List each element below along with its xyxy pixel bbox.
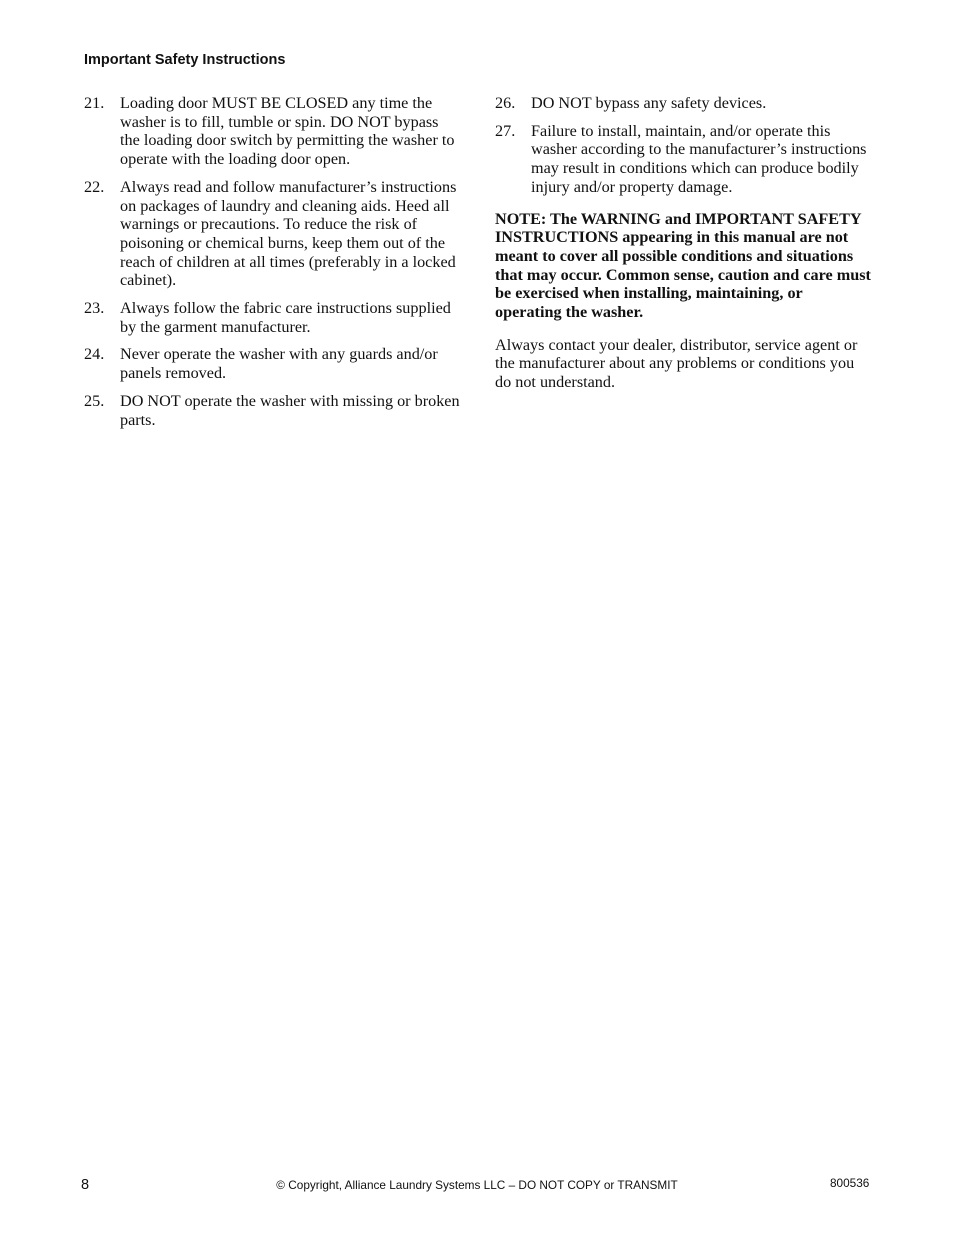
item-text: DO NOT operate the washer with missing or broken parts. (120, 391, 460, 429)
item-number: 23. (84, 299, 105, 318)
safety-list-right (495, 94, 873, 197)
list-item (495, 122, 873, 197)
copyright-notice: © Copyright, Alliance Laundry Systems LLC – DO NOT COPY or TRANSMIT (276, 1178, 678, 1192)
list-item (84, 178, 462, 290)
list-item (84, 345, 462, 382)
list-item (84, 94, 462, 169)
page-number: 8 (81, 1177, 90, 1193)
item-text: Always read and follow manufacturer’s instructions on packages of laundry and cleaning aids. Heed all warnings or precautions. To reduce the risk of poisoning or chemical burns, keep them out of the reach of children at all times (preferably in a locked cabinet). (120, 177, 457, 290)
item-number: 25. (84, 391, 105, 410)
item-text: Failure to install, maintain, and/or operate this washer according to the manufacturer’s instructions may result in conditions which can produce bodily injury and/or property damage. (531, 121, 867, 196)
section-header: Important Safety Instructions (84, 52, 286, 68)
left-column (84, 94, 462, 438)
list-item (495, 94, 873, 113)
contact-paragraph: Always contact your dealer, distributor, service agent or the manufacturer about any problems or conditions you do not understand. (495, 335, 858, 392)
item-text: Always follow the fabric care instructions supplied by the garment manufacturer. (120, 299, 451, 336)
document-code: 800536 (830, 1176, 870, 1190)
safety-list-left (84, 94, 462, 429)
item-number: 24. (84, 345, 105, 364)
item-number: 21. (84, 94, 105, 112)
safety-note: NOTE: The WARNING and IMPORTANT SAFETY INSTRUCTIONS appearing in this manual are not meant to cover all possible conditions and situations that may occur. Common sense, caution and care must be exercised when installing, maintaining, or operating the washer. (495, 209, 871, 322)
list-item (84, 392, 462, 429)
item-text: Never operate the washer with any guards and/or panels removed. (120, 345, 438, 383)
item-number: 22. (84, 177, 105, 196)
item-text: Loading door MUST BE CLOSED any time the washer is to fill, tumble or spin. DO NOT bypass the loading door switch by permitting the washer to operate with the loading door open. (120, 94, 455, 169)
right-column (495, 94, 873, 392)
item-number: 27. (495, 121, 516, 140)
item-number: 26. (495, 94, 516, 112)
list-item (84, 299, 462, 336)
item-text: DO NOT bypass any safety devices. (531, 94, 767, 112)
